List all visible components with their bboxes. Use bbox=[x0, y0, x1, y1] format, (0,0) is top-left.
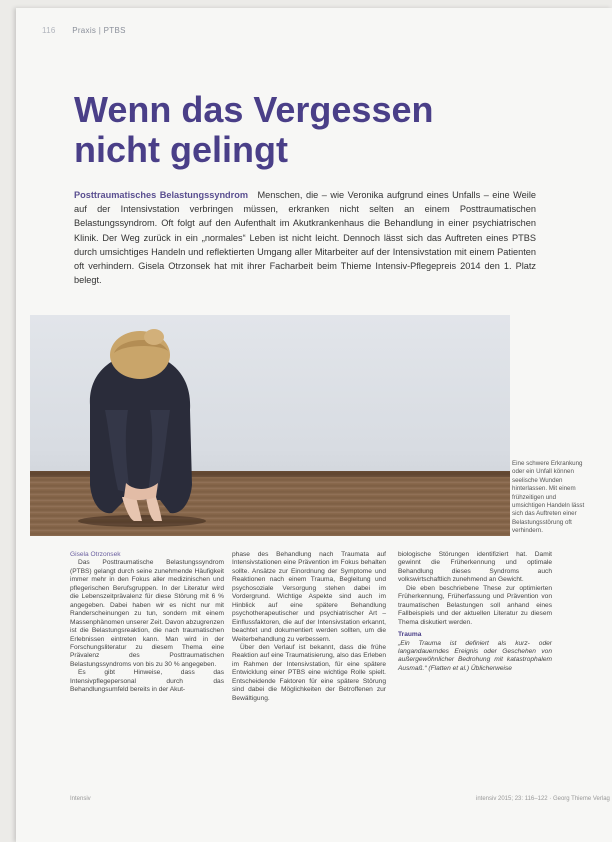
lead-text: Menschen, die – wie Veronika aufgrund eines Unfalls – eine Weile auf der Intensivstation verbringen müssen, erkranken nicht selten an einem Posttraumatischen Belastungssyndrom. Oft folgt auf den Aufenthalt im Akutkrankenhaus die Behandlung in einer psychiatrischen Klinik. Der Weg zurück in ein „normales“ Leben ist nicht leicht. Dennoch lässt sich das Auftreten eines PTBS durch umsichtiges Handeln und reflektierten Umgang aller Mitarbeiter auf der Intensivstation mit einem Patienten oft verhindern. Gisela Otrzonsek hat mit ihrer Facharbeit beim Thieme Intensiv-Pflegepreis 2014 den 1. Platz belegt. bbox=[74, 190, 536, 286]
page-number: 116 bbox=[42, 26, 56, 35]
col1-paragraph-2: Es gibt Hinweise, dass das Intensivpflegepersonal durch das Behandlungsumfeld bereits in der Akut- bbox=[70, 669, 224, 694]
running-header bbox=[42, 26, 126, 35]
text-column-1 bbox=[70, 551, 224, 695]
sitting-person-illustration bbox=[30, 315, 510, 536]
text-column-2 bbox=[232, 551, 386, 703]
author-line: Gisela Otrzonsek bbox=[70, 551, 121, 558]
col3-paragraph-2: Die eben beschriebene These zur optimierten Früherkennung, Früherfassung und Prävention von traumatischen Belastungen soll anhand eines Fallbeispiels und der aktuellen Literatur zu diesem Thema diskutiert werden. bbox=[398, 584, 552, 626]
photo-caption: Eine schwere Erkrankung oder ein Unfall können seelische Wunden hinterlassen. Mit einem frühzeitigen und umsichtigen Handeln lässt sich das Auftreten einer Belastungsstörung oft verhindern. bbox=[512, 460, 585, 535]
article-photo bbox=[30, 315, 510, 536]
col1-paragraph-1: Das Posttraumatische Belastungssyndrom (PTBS) gelangt durch seine zunehmende Häufigkeit immer mehr in den Fokus aller medizinischen und pflegerischen Berufsgruppen. In der Literatur wird die Lebenszeitprävalenz für diese Störung mit 6 % angegeben. Dabei haben wir es nicht nur mit Randerscheinungen zu tun, sondern mit einem Massenphänomen unserer Zeit. Davon abzugrenzen ist die Belastungsreaktion, die nach traumatischen Erlebnissen eintreten kann. Man wird in der Forschungsliteratur zu diesem Thema eine Prävalenz des Posttraumatischen Belastungssyndroms von bis zu 30 % angegeben. bbox=[70, 559, 224, 668]
article-title bbox=[74, 90, 504, 170]
trauma-definition-quote: „Ein Trauma ist definiert als kurz- oder langandauerndes Ereignis oder Geschehen von außergewöhnlicher Bedrohung mit katastrophalem Ausmaß.“ (Flatten et al.) Üblicherweise bbox=[398, 639, 552, 672]
col2-paragraph-1: phase des Behandlung nach Traumata auf Intensivstationen eine Prävention im Fokus behalten sollte. Ansätze zur Einordnung der Symptome und Reaktionen nach einem Trauma, Begleitung und psychosoziale Versorgung stehen dabei im Vordergrund. Wichtige Aspekte sind auch im Hinblick auf eine spätere Behandlung psychotherapeutischer und psychiatrischer Art – Einflussfaktoren, die auf der Intensivstation erkannt, beachtet und dokumentiert werden sollten, um die Weiterbehandlung zu verbessern. bbox=[232, 551, 386, 643]
magazine-page bbox=[16, 8, 612, 842]
title-line-1: Wenn das Vergessen bbox=[74, 89, 434, 130]
footer-left: Intensiv bbox=[70, 796, 91, 802]
col3-paragraph-1: biologische Störungen identifiziert hat. Damit gewinnt die Früherkennung und optimale Behandlung dieses Syndroms auch volkswirtschaftlich zunehmend an Gewicht. bbox=[398, 551, 552, 584]
footer-right: intensiv 2015; 23: 116–122 · Georg Thieme Verlag bbox=[476, 796, 610, 802]
col2-paragraph-2: Über den Verlauf ist bekannt, dass die frühe Reaktion auf eine Traumatisierung, also das Erleben im Rahmen der Intensivstation, für eine spätere Entwicklung einer PTBS eine wichtige Rolle spielt. Entscheidende Faktoren für eine spätere Störung sind dabei die Möglichkeiten der Betroffenen zur Bewältigung. bbox=[232, 643, 386, 702]
text-column-3 bbox=[398, 551, 552, 673]
section-label: Praxis | PTBS bbox=[72, 26, 126, 35]
title-line-2: nicht gelingt bbox=[74, 129, 288, 170]
lead-keyword: Posttraumatisches Belastungssyndrom bbox=[74, 190, 249, 200]
section-heading-trauma: Trauma bbox=[398, 631, 422, 639]
lead-paragraph bbox=[74, 188, 536, 287]
